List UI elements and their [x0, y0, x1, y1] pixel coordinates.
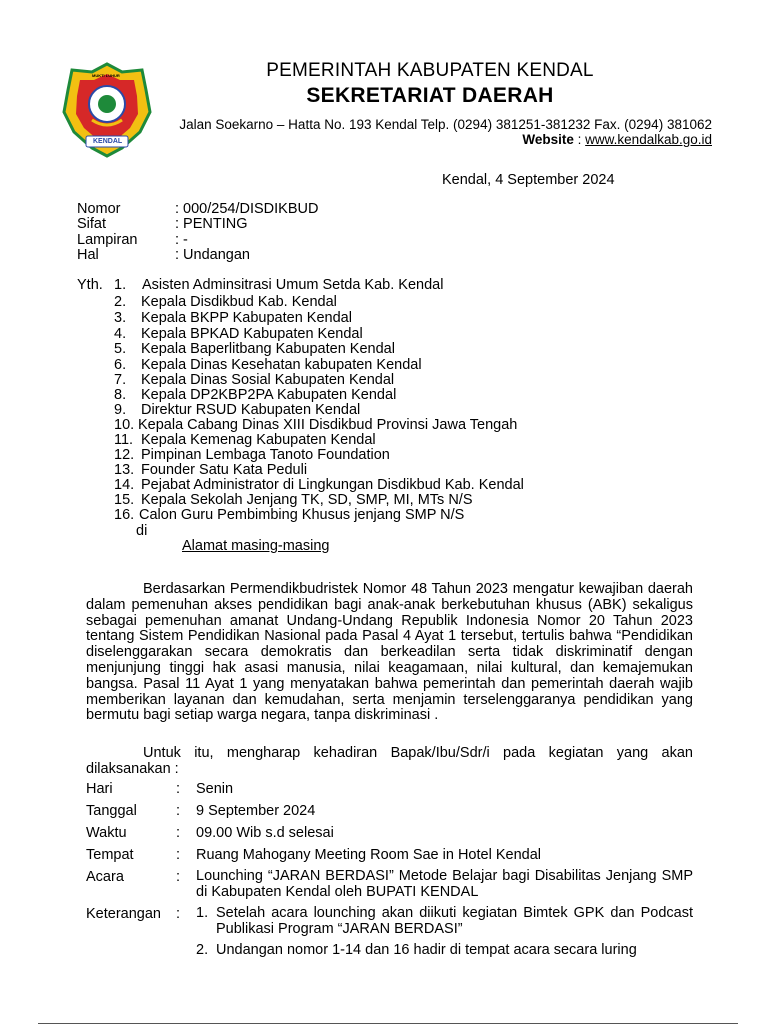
invite-paragraph: [86, 746, 693, 778]
recipient-item: 13. Founder Satu Kata Peduli: [114, 462, 308, 478]
letter-page: MUKTI LUHUR KENDAL PEMERINTAH KABUPATEN KENDAL SEKRETARIAT DAERAH Jalan Soekarno – Hatta No. 193 Kendal Telp. (0294) 381251-381232 Fax. (0294) 381062 Website : www.kendalkab.go.id Kendal, 4 September 2024 Nomor : 000/254/DISDIKBUD Sifat : PENTING Lampiran : - Hal : Undangan Yth. 1. Asisten Adminsitrasi Umum Setda Kab. Kendal 2. Kepala Disdikbud Kab. Kendal 3. Kepala BKPP Kabupaten Kendal 4. Kepala BPKAD Kabupaten Kendal 5. Kepala Baperlitbang Kabupaten Kendal 6. Kepala Dinas Kesehatan kabupaten Kendal 7. Kepala Dinas Sosial Kabupaten Kendal 8. Kepala DP2KBP2PA Kabupaten Kendal 9. Direktur RSUD Kabupaten Kendal 10. Kepala Cabang Dinas XIII Disdikbud Provinsi Jawa Tengah 11. Kepala Kemenag Kabupaten Kendal 12. Pimpinan Lembaga Tanoto Foundation 13. Founder Satu Kata Peduli 14. Pejabat Administrator di Lingkungan Disdikbud Kab. Kendal 15. Kepala Sekolah Jenjang TK, SD, SMP, MI, MTs N/S 16. Calon Guru Pembimbing Khusus jenjang SMP N/S di Alamat masing-masing Berdasarkan Permendikbudristek Nomor 48 Tahun 2023 mengatur kewajiban daerah dalam pemenuhan akses pendidikan bagi anak-anak berkebutuhan khusus (ABK) sekaligus sebagai pemenuhan amanat Undang-Undang Republik Indonesia Nomor 20 Tahun 2023 tentang Sistem Pendidikan Nasional pada Pasal 4 Ayat 1 tersebut, tertulis bahwa “Pendidikan diselenggarakan secara demokratis dan berkeadilan serta tidak diskriminatif dengan menjunjung tinggi hak asasi manusia, nilai keagamaan, nilai kultural, dan kemajemukan bangsa. Pasal 11 Ayat 1 yang menyatakan bahwa pemerintah dan pemerintah daerah wajib memberikan layanan dan kemudahan, serta menjamin terselenggaranya pendidikan yang bermutu bagi setiap warga negara, tanpa diskriminasi . Untuk itu, mengharap kehadiran Bapak/Ibu/Sdr/i pada kegiatan yang akan dilaksanakan : Hari : Senin Tanggal : 9 September 2024 Waktu : 09.00 Wib s.d selesai Tempat : Ruang Mahogany Meeting Room Sae in Hotel Kendal Acara : Lounching “JARAN BERDASI” Metode Belajar bagi Disabilitas Jenjang SMP di Kabupaten Kendal oleh BUPATI KENDAL Keterangan : 1. Setelah acara lounching akan diikuti kegiatan Bimtek GPK dan Podcast Publikasi Program “JARAN BERDASI” 2. Undangan nomor 1-14 dan 16 hadir di tempat acara secara luring: [0, 0, 768, 1024]
website-label: Website: [522, 132, 574, 147]
meta-row-lampiran: [77, 232, 188, 248]
recipient-item: 1. Asisten Adminsitrasi Umum Setda Kab. Kendal: [114, 277, 444, 293]
website-link[interactable]: www.kendalkab.go.id: [585, 132, 712, 147]
recipient-item: 5. Kepala Baperlitbang Kabupaten Kendal: [114, 341, 395, 357]
body-paragraph-text: Berdasarkan Permendikbudristek Nomor 48 Tahun 2023 mengatur kewajiban daerah dalam pemenuhan akses pendidikan bagi anak-anak berkebutuhan khusus (ABK) sekaligus sebagai pemenuhan amanat Undang-Undang Republik Indonesia Nomor 20 Tahun 2023 tentang Sistem Pendidikan Nasional pada Pasal 4 Ayat 1 tersebut, tertulis bahwa “Pendidikan diselenggarakan secara demokratis dan berkeadilan serta tidak diskriminatif dengan menjunjung tinggi hak asasi manusia, nilai keagamaan, nilai kultural, dan kemajemukan bangsa. Pasal 11 Ayat 1 yang menyatakan bahwa pemerintah dan pemerintah daerah wajib memberikan layanan dan kemudahan, serta menjamin terselenggaranya pendidikan yang bermutu bagi setiap warga negara, tanpa diskriminasi .: [86, 581, 693, 724]
office-name: SEKRETARIAT DAERAH: [306, 84, 554, 107]
letter-date: Kendal, 4 September 2024: [442, 172, 615, 188]
acara-value: Lounching “JARAN BERDASI” Metode Belajar bagi Disabilitas Jenjang SMP di Kabupaten Kendal oleh BUPATI KENDAL: [196, 868, 693, 900]
government-name: PEMERINTAH KABUPATEN KENDAL: [266, 60, 594, 81]
kendal-regency-logo: [62, 60, 152, 160]
recipient-item: 2. Kepala Disdikbud Kab. Kendal: [114, 294, 337, 310]
di-label: di: [136, 523, 148, 539]
keterangan-item: 2. Undangan nomor 1-14 dan 16 hadir di tempat acara secara luring: [196, 942, 637, 958]
recipient-item: 12. Pimpinan Lembaga Tanoto Foundation: [114, 447, 390, 463]
recipient-item: 10. Kepala Cabang Dinas XIII Disdikbud Provinsi Jawa Tengah: [114, 417, 518, 433]
keterangan-label: Keterangan: [86, 906, 161, 922]
logo-text-bottom: KENDAL: [93, 138, 123, 145]
recipient-item: 3. Kepala BKPP Kabupaten Kendal: [114, 310, 352, 326]
logo-text-top: MUKTI LUHUR: [92, 73, 120, 78]
keterangan-item: 1. Setelah acara lounching akan diikuti kegiatan Bimtek GPK dan Podcast Publikasi Program “JARAN BERDASI”: [196, 905, 693, 937]
meta-row-sifat: [77, 216, 248, 232]
meta-row-hal: [77, 247, 250, 263]
meta-key: Hal: [77, 247, 99, 263]
meta-key: Lampiran: [77, 232, 138, 248]
meta-row-nomor: [77, 201, 318, 217]
recipient-item: 6. Kepala Dinas Kesehatan kabupaten Kendal: [114, 357, 422, 373]
meta-value: : PENTING: [175, 216, 248, 232]
keterangan-separator: :: [176, 906, 181, 922]
recipient-item: 4. Kepala BPKAD Kabupaten Kendal: [114, 326, 363, 342]
website-line: [522, 132, 712, 147]
recipient-item: 14. Pejabat Administrator di Lingkungan Disdikbud Kab. Kendal: [114, 477, 524, 493]
meta-value: : Undangan: [175, 247, 250, 263]
website-separator: :: [573, 132, 586, 147]
address-note: Alamat masing-masing: [182, 538, 330, 554]
recipient-item: 16. Calon Guru Pembimbing Khusus jenjang SMP N/S: [114, 507, 465, 523]
yth-label: Yth.: [77, 277, 103, 293]
meta-value: : -: [175, 232, 188, 248]
meta-value: : 000/254/DISDIKBUD: [175, 201, 319, 217]
body-paragraph: [86, 582, 693, 724]
invite-paragraph-text: Untuk itu, mengharap kehadiran Bapak/Ibu/Sdr/i pada kegiatan yang akan dilaksanakan :: [86, 745, 693, 777]
recipient-item: 15. Kepala Sekolah Jenjang TK, SD, SMP, MI, MTs N/S: [114, 492, 473, 508]
recipient-item: 7. Kepala Dinas Sosial Kabupaten Kendal: [114, 372, 395, 388]
recipient-item: 9. Direktur RSUD Kabupaten Kendal: [114, 402, 361, 418]
office-address: Jalan Soekarno – Hatta No. 193 Kendal Telp. (0294) 381251-381232 Fax. (0294) 381062: [179, 117, 712, 132]
recipient-item: 11. Kepala Kemenag Kabupaten Kendal: [114, 432, 376, 448]
meta-key: Nomor: [77, 201, 121, 217]
meta-key: Sifat: [77, 216, 107, 232]
recipient-item: 8. Kepala DP2KBP2PA Kabupaten Kendal: [114, 387, 397, 403]
